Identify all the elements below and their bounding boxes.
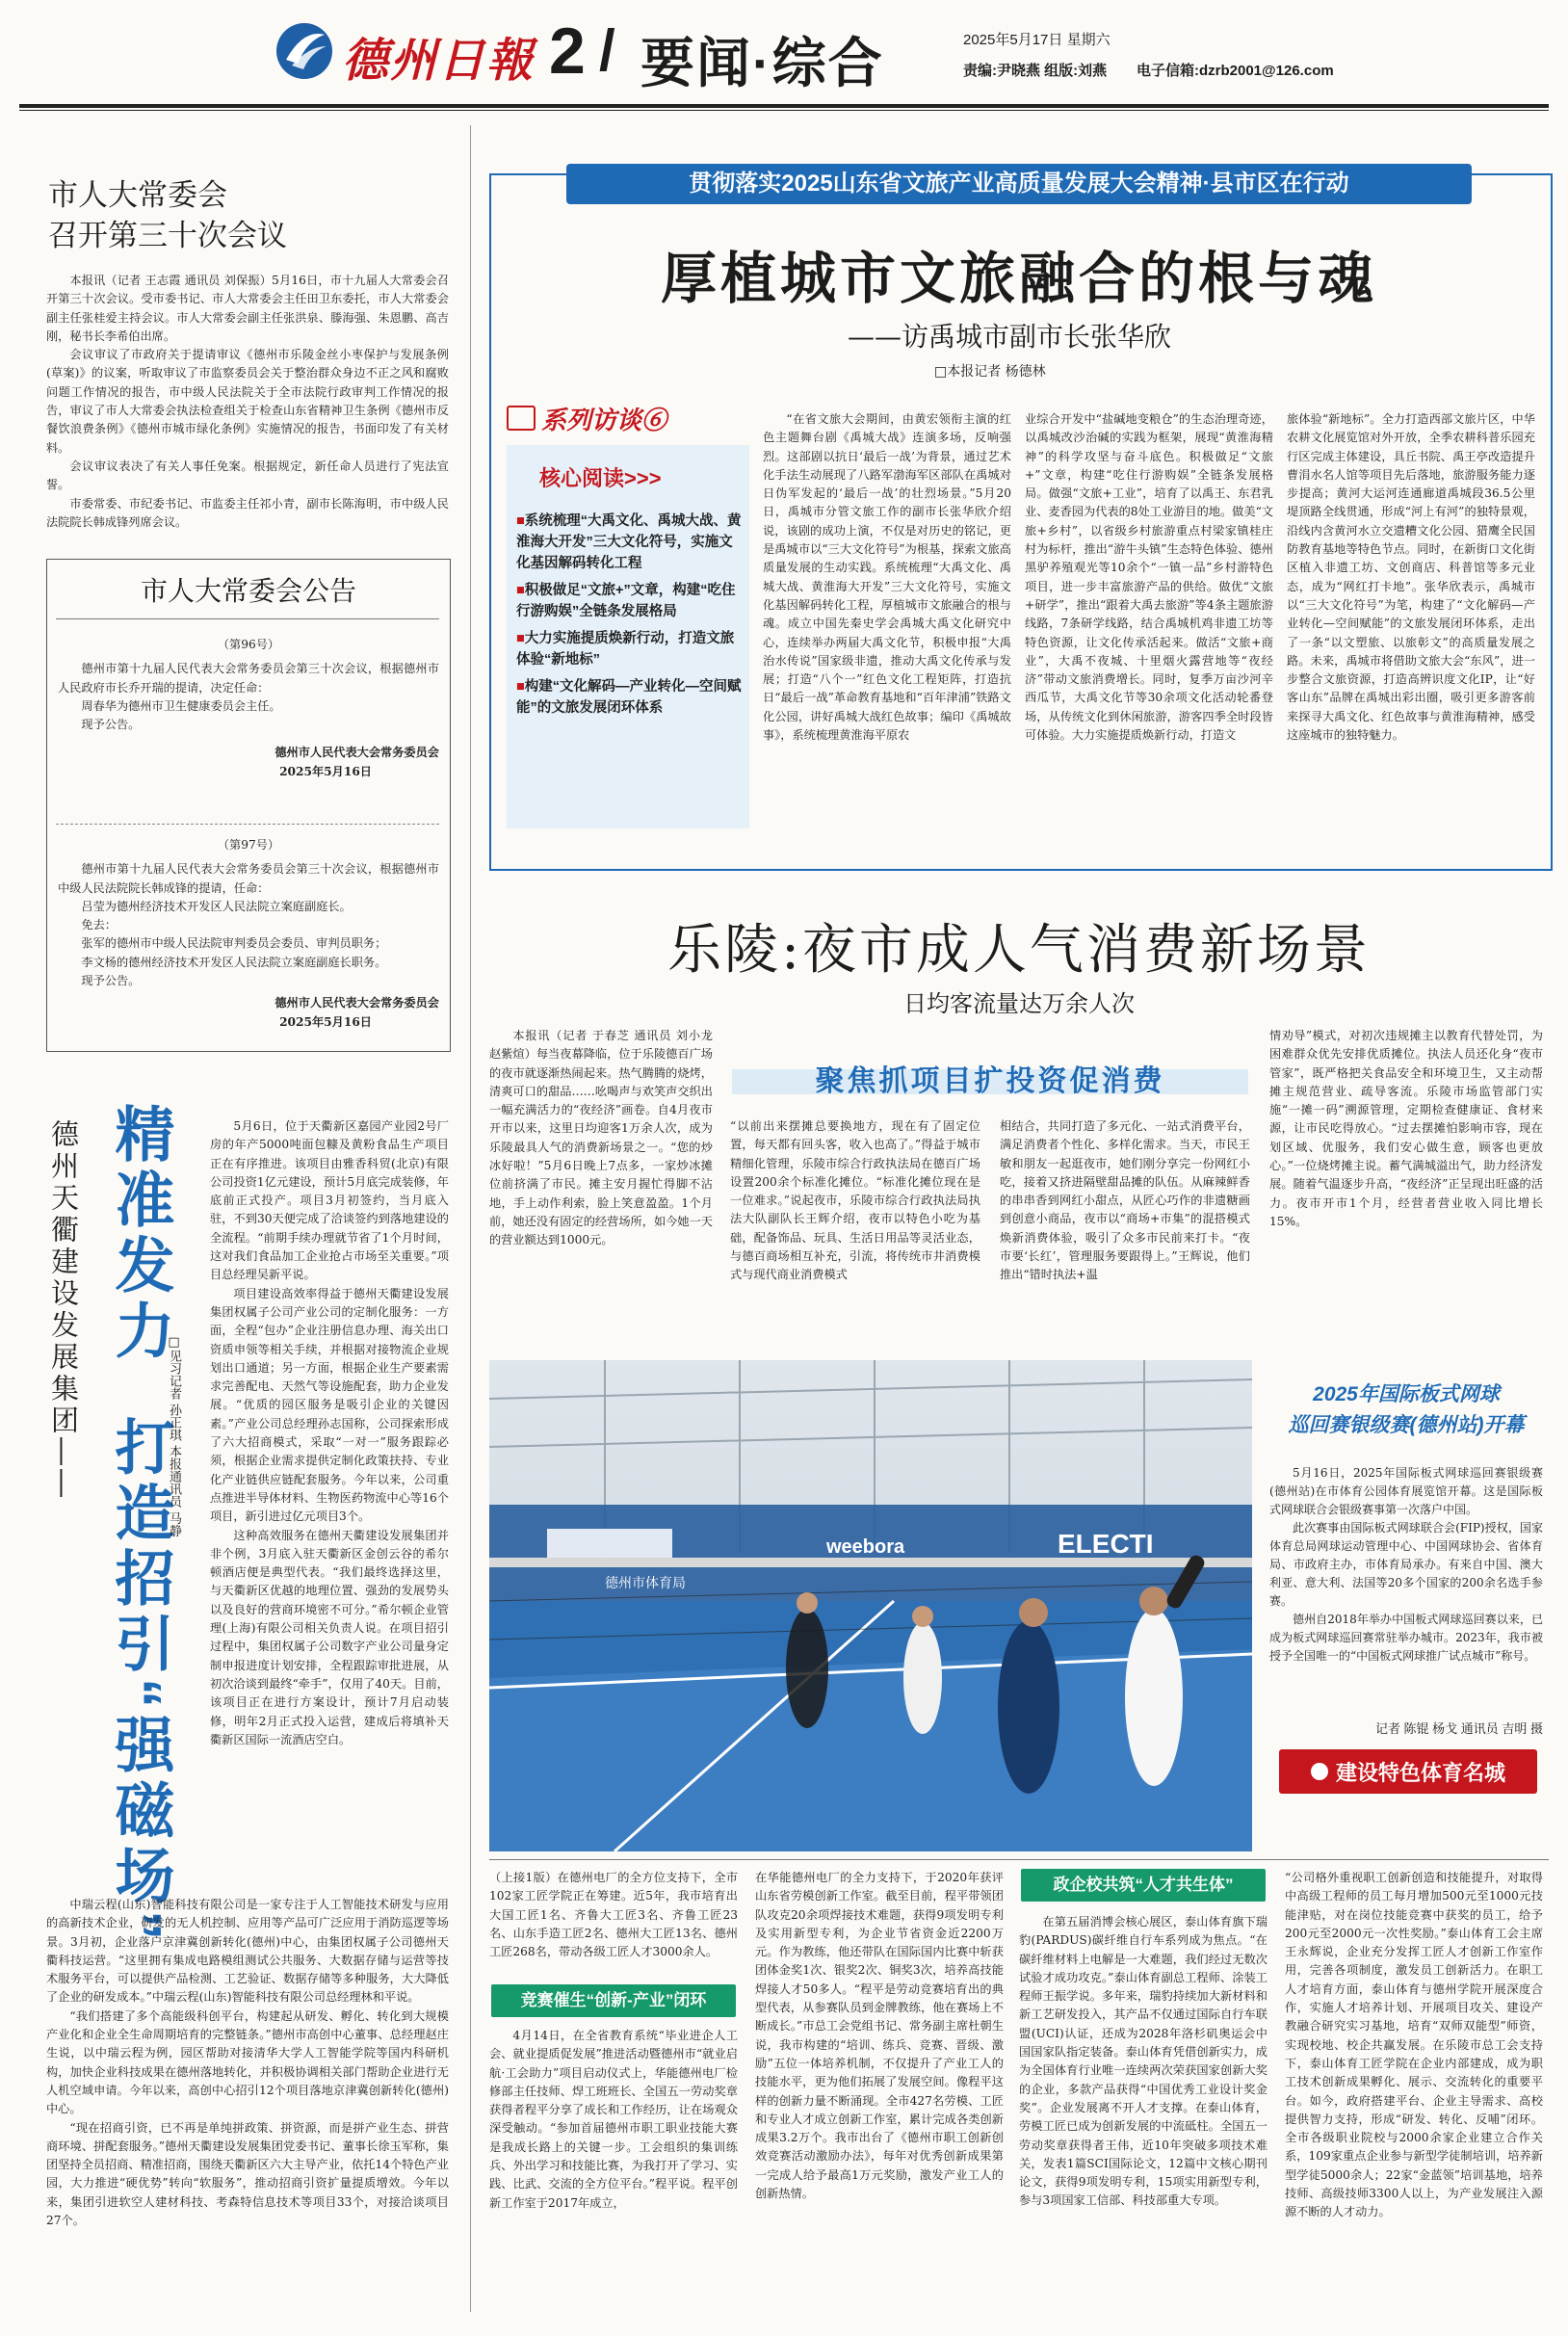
npc-paragraph: 会议审议表决了有关人事任免案。根据规定，新任命人员进行了宪法宣誓。 — [46, 459, 449, 492]
tianqu-headline-a: 精准发力 — [106, 1103, 172, 1365]
page-number-slash: / — [599, 18, 615, 83]
tianqu-paragraph: “我们搭建了多个高能级科创平台，构建起从研发、孵化、转化到大规模产业化和企业全生命周期培育的完整链条。”德州市高创中心董事、总经理赵庄生说，以中瑞云程为例，园区帮助对接清华大学人工智能学院等国内科研机构，加快企业科技成果在德州落地转化，并积极协调相关部门帮助企业进行无人机空域申请。今年以来，高创中心招引12个项目落地京津冀创新转化(德州)中心。 — [46, 2008, 449, 2116]
notice-end: 现予公告。 — [81, 974, 141, 988]
sports-title-line2: 巡回赛银级赛(德州站)开幕 — [1288, 1414, 1525, 1436]
photo-sign-left: 德州市体育局 — [605, 1575, 686, 1590]
announcement-rule — [56, 618, 439, 619]
npc-paragraph: 市委常委、市纪委书记、市监委主任祁小青，副市长陈海明，市中级人民法院院长韩成锋列席会议。 — [46, 496, 449, 529]
photo-sign-mid: weebora — [826, 1536, 905, 1558]
core-reading-label: 核心阅读>>> — [539, 466, 662, 490]
bottom-col-c: 在第五届消博会核心展区，泰山体育旗下瑞豹(PARDUS)碳纤维自行车系列成为焦点。“在碳纤维材料上电解是一大难题，我们经过无数次试验才成功攻克。”泰山体育副总工程师、涂装工程师王振学说。多年来，瑞豹持续加大新材料和新工艺研发投入，其产品不仅通过国际自行车联盟(UCI)认证，还成为2028年洛杉矶奥运会中国国家队指定装备。泰山体育凭借创新实力，成为全国体育行业唯一连续两次荣获国家创新大奖的企业，多款产品获得“中国优秀工业设计奖金奖”。企业发展离不开人才支撑。在泰山体育，劳模工匠已成为创新发展的中流砥柱。全国五一劳动奖章获得者王伟，近10年突破多项技术难关，发表1篇SCI国际论文，12篇中文核心期刊论文，获得9项发明专利，15项实用新型专利，参与3项国家工信部、科技部重大专项。 — [1019, 1915, 1267, 2208]
tianqu-body-wide — [46, 1896, 449, 2312]
leling-col-2: “以前出来摆摊总要换地方，现在有了固定位置，每天都有回头客，收入也高了。”得益于城市精细化管理，乐陵市综合行政执法局在德百广场设置200余个标准化摊位。“标准化摊位现在是一位难求。”说起夜市，乐陵市综合行政执法局执法大队副队长王辉介绍，夜市以特色小吃为基础，配备饰品、玩具、生活日用品等灵活业态，与德百商场相互补充，引流，将传统市井消费模式与现代商业消费模式 — [730, 1119, 980, 1282]
tennis-ball-icon — [1311, 1763, 1328, 1780]
series-label — [507, 403, 666, 433]
sports-paragraph: 5月16日，2025年国际板式网球巡回赛银级赛(德州站)在市体育公园体育展览馆开幕。这是国际板式网球联合会银级赛事第一次落户中国。 — [1269, 1466, 1543, 1516]
square-bullet-icon: ■ — [516, 631, 525, 646]
padel-photo-image — [489, 1360, 1252, 1851]
npc-headline-line2: 召开第三十次会议 — [48, 219, 287, 252]
notice-item: 周春华为德州市卫生健康委员会主任。 — [81, 698, 281, 713]
notice-item: 免去： — [81, 918, 117, 932]
tianqu-byline: □见习记者 孙正琪 本报通讯员 马静 — [167, 1335, 181, 1537]
notice-end: 现予公告。 — [81, 718, 141, 732]
notice-item: 李文杨的德州经济技术开发区人民法院立案庭副庭长职务。 — [81, 955, 387, 969]
tianqu-paragraph: 中瑞云程(山东)智能科技有限公司是一家专注于人工智能技术研发与应用的高新技术企业，研发的无人机控制、应用等产品可广泛应用于消防巡逻等场景。3月初，企业落户京津冀创新转化(德州)中心，由集团权属子公司德州天衢科技运营。“这里拥有集成电路模组测试公共服务、大数据存储与运营等技术服务平台，可以提供产品检测、工艺验证、数据存储等多种服务，大大降低了企业的研发成本。”中瑞云程(山东)智能科技有限公司总经理林和平说。 — [46, 1898, 449, 2005]
leling-col-1: 本报讯（记者 于春芝 通讯员 刘小龙 赵紫煊）每当夜幕降临，位于乐陵德百广场的夜市就逐渐热闹起来。热气腾腾的烧烤，清爽可口的甜品……吆喝声与欢笑声交织出一幅充满活力的“夜经济”画卷。自4月夜市开市以来，这里日均迎客1万余人次，成为乐陵最具人气的消费新场景之一。“您的炒冰好啦！”5月6日晚上7点多，一家炒冰摊位前挤满了市民。摊主安月握忙得脚不沾地，手上动作利索，脸上笑意盈盈。1个月前，她还没有固定的经营场所，如今她一天的营业额达到1000元。 — [489, 1029, 713, 1247]
sports-credit: 记者 陈锟 杨戈 通讯员 吉明 摄 — [1374, 1721, 1543, 1736]
feature-col-3: 旅体验“新地标”。全力打造西部文旅片区，中华农耕文化展览馆对外开放，全季农耕科普乐园充行区完成主体建设，具丘书院、禹王亭改造提升曹涓水名人馆等项目先后落地，旅游服务能力逐步提高；黄河大运河连通廊道禹城段36.5公里堤顶路全线贯通，形成“河上有河”的独特景观，沿线内含黄河水立交遗糟文化公园、猎鹰全民国防教育基地等特色节点。同时，在新街口文化街区植入非遗工坊、文创商店、科普馆等多元业态，成为“网红打卡地”。张华欣表示，禹城市以“三大文化符号”为笔，构建了“文化解码—产业转化—空间赋能”的文旅发展闭环体系，走出了一条“以文塑旅、以旅彰文”的高质量发展之路。未来，禹城市将借助文旅大会“东风”，进一步整合文旅资源，打造高辨识度文化IP，让“好客山东”品牌在禹城出彩出圈，吸引更多游客前来探寻大禹文化、红色故事与黄淮海精神，感受这座城市的独特魅力。 — [1287, 412, 1535, 743]
photo-bottom-rule — [489, 1859, 1549, 1860]
square-bullet-icon: ■ — [516, 583, 525, 598]
tianqu-paragraph: “现在招商引资，已不再是单纯拼政策、拼资源，而是拼产业生态、拼营商环境、拼配套服务。”德州天衢建设发展集团党委书记、董事长徐玉军称，集团坚持全员招商、精准招商，围绕天衢新区六大主导产业，依托14个特色产业园，大力推进“硬优势”转向“软服务”，推动招商引资扩量提质增效。今年以来，集团引进软空人建材科技、考森特信息技术等项目33个，对接洽谈项目27个。 — [46, 2120, 449, 2228]
leling-subtitle: 日均客流量达万余人次 — [903, 990, 1135, 1017]
core-item: ■大力实施提质焕新行动，打造文旅体验“新地标” — [516, 631, 735, 668]
sports-title-line1: 2025年国际板式网球 — [1313, 1383, 1500, 1405]
newspaper-logo-icon — [274, 21, 334, 81]
npc-paragraph: 本报讯（记者 王志霞 通讯员 刘保振）5月16日，市十九届人大常委会召开第三十次会议。受市委书记、市人大常委会主任田卫东委托，市人大常委会副主任张桂爱主持会议。市人大常委会副主任张洪泉、滕海强、朱恩鹏、高吉刚，秘书长李希伯出席。 — [46, 274, 449, 343]
feature-subtitle: ——访禹城市副市长张华欣 — [848, 321, 1172, 353]
announcement-96 — [58, 636, 439, 819]
editor-credits: 责编:尹晓燕 组版:刘燕 — [963, 63, 1108, 79]
feature-headline: 厚植城市文旅融合的根与魂 — [660, 248, 1377, 310]
leling-col-4: 情劝导”模式，对初次违规摊主以教育代替处罚，为困难群众优先安排优质摊位。执法人员还化身“夜市管家”，既严格把关食品安全和环境卫生，又主动帮摊主规范营业、疏导客流。乐陵市场监管部门实施“一摊一码”溯源管理，定期检查健康证、食材来源，让市民吃得放心。“过去摆摊怕影响市容，现在划区域、优服务，我们安心做生意，顾客也更放心。”一位烧烤摊主说。蓄气满城溢出气，助力经济发展。随着气温逐步升高，“夜经济”正呈现出旺盛的活力。夜市开市1个月，经营者营业收入同比增长15%。 — [1269, 1029, 1543, 1228]
masthead-rule — [19, 104, 1549, 108]
leling-col-3: 相结合，共同打造了多元化、一站式消费平台，满足消费者个性化、多样化需求。当天，市民王敏和朋友一起逛夜市，她们刚分享完一份网红小吃，接着又挤进隔壁甜品摊的队伍。从麻辣鲜香的串串香到网红小甜点，从匠心巧作的非遗糖画到创意小商品，夜市以“商场+市集”的混搭模式焕新消费体验，吸引了众多市民前来打卡。“夜市要‘长红’，管理服务要跟得上。”王辉说，他们推出“错时执法+温 — [1000, 1119, 1250, 1282]
announcement-title: 市人大常委会公告 — [140, 576, 356, 606]
masthead — [0, 0, 1568, 108]
feature-col-2: 业综合开发中“盐碱地变粮仓”的生态治理奇迹，以禹城改沙治碱的实践为框架，展现“黄淮海精神”的科学攻坚与奋斗底色。积极做足“文旅+”文章，构建“吃住行游购娱”全链条发展格局。做强“文旅+工业”，培育了以禹王、东君乳业、麦香园为代表的8处工业游目的地。做美“文旅+乡村”，以省级乡村旅游重点村梁家镇桂庄村为标杆，推出“游牛头镇”生态特色体验、德州黑驴养殖观光等10余个“一镇一品”乡村游特色项目，进一步丰富旅游产品的供给。做优“文旅+研学”，推出“跟着大禹去旅游”等4条主题旅游线路，7条研学线路，结合禹城机鸡非遗工坊等特色资源，让文化传承活起来。做活“文旅+商业”，大禹不夜城、十里烟火露营地等“夜经济”带动文旅消费增长。同时，复季万亩沙河辛西瓜节，大禹文化节等30余项文化活动轮番登场，从传统文化到休闲旅游，游客四季全时段皆可体验。大力实施提质焕新行动，打造文 — [1025, 412, 1273, 743]
tianqu-paragraph: 这种高效服务在德州天衢建设发展集团并非个例，3月底入驻天衢新区金创云谷的希尔顿酒店便是典型代表。“我们最终选择这里，与天衢新区优越的地理位置、强劲的发展势头以及良好的营商环境密不可分。”希尔顿企业管理(上海)有限公司相关负责人说。在项目招引过程中，集团权属子公司数字产业公司量身定制申报进度计划安排，全程跟踪审批进展，从初次洽谈到最终“牵手”，仅用了40天。目前，该项目正在进行方案设计，预计7月启动装修，明年2月正式投入运营，建成后将填补天衢新区国际一流酒店空白。 — [210, 1528, 449, 1746]
notice-signature: 德州市人民代表大会常务委员会 — [274, 746, 439, 760]
sports-paragraph: 此次赛事由国际板式网球联合会(FIP)授权，国家体育总局网球运动管理中心、中国网球协会、省体育局、市政府主办，市体育局承办。有来自中国、澳大利亚、意大利、法国等20多个国家的200余名选手参赛。 — [1269, 1521, 1543, 1608]
sports-paragraph: 德州自2018年举办中国板式网球巡回赛以来，已成为板式网球巡回赛常驻举办城市。2023年，我市被授予全国唯一的“中国板式网球推广试点城市”称号。 — [1269, 1613, 1543, 1663]
core-item: ■构建“文化解码—产业转化—空间赋能”的文旅发展闭环体系 — [516, 679, 742, 716]
series-icon — [507, 406, 536, 431]
padel-match-photo — [489, 1360, 1252, 1851]
feature-col-1: “在省文旅大会期间，由黄宏领衔主演的红色主题舞台剧《禹城大战》连演多场，反响强烈。这部剧以抗日‘最后一战’为背景，通过艺术化手法生动展现了八路军渤海军区部队在禹城对日伪军发起的‘最后一战’的壮烈场景。”5月20日，禹城市分管文旅工作的副市长张华欣介绍说，该剧的成功上演，不仅是对历史的铭记，更是禹城市以“三大文化符号”为根基，探索文旅高质量发展的生动实践。系统梳理“大禹文化、禹城大战、黄淮海大开发”三大文化符号，实施文化基因解码转化工程，厚植城市文旅融合的根与魂。成立中国先秦史学会禹城大禹文化研究中心，连续举办两届大禹文化节，积极申报“大禹治水传说”国家级非遗，推动大禹文化传承与发展；打造“八个一”红色文化工程矩阵，打造抗日“最后一战”革命教育基地和“百年津浦”铁路文化公园，讲好禹城大战红色故事；编印《禹城故事》，系统梳理黄淮海平原农 — [763, 412, 1011, 743]
sports-body — [1269, 1464, 1543, 1717]
npc-headline-line1: 市人大常委会 — [48, 178, 227, 212]
page-title: 要闻·综合 — [640, 33, 884, 93]
leling-headline: 乐陵:夜市成人气消费新场景 — [667, 919, 1371, 982]
sports-title — [1264, 1379, 1549, 1441]
talent-tag: 政企校共筑“人才共生体” — [1021, 1869, 1266, 1902]
tianqu-headline-b: 打造招引“强磁场” — [106, 1416, 172, 1946]
notice-number: （第97号） — [217, 838, 280, 852]
page-number: 2 — [549, 14, 586, 88]
square-bullet-icon: ■ — [516, 679, 525, 695]
series-label-text: 系列访谈⑥ — [541, 405, 667, 434]
tianqu-paragraph: 5月6日，位于天衢新区嘉园产业园2号厂房的年产5000吨面包糠及黄粉食品生产项目正在有序推进。该项目由雅香科贸(北京)有限公司投资1亿元建设，预计5月底完成装修，年底前正式投产。项目3月初签约，当月底入驻，不到30天便完成了洽谈签约到落地建设的全流程。“前期手续办理就节省了1个月时间，这对我们食品加工企业抢占市场至关重要。”项目总经理吴新平说。 — [210, 1119, 449, 1282]
notice-date: 2025年5月16日 — [279, 1014, 372, 1029]
tianqu-body-narrow — [210, 1117, 449, 1888]
focus-banner-text: 聚焦抓项目扩投资促消费 — [815, 1065, 1165, 1097]
npc-meeting-headline — [48, 175, 287, 256]
tianqu-paragraph: 项目建设高效率得益于德州天衢建设发展集团权属子公司产业公司的定制化服务：一方面，全程“包办”企业注册信息办理、海关出口资质申领等相关手续，并根据对接物流企业规划出口通道；另一方面，根据企业生产要素需求完善配电、天然气等设施配套，助力企业发展。“优质的园区服务是吸引企业的关键因素。”产业公司总经理孙志国称，公司探索形成了六大招商模式，采取“一对一”服务跟踪必须，根据企业需求提供定制化政策扶持、专业化产业链供应链配套服务。今年以来，公司重点推进半导体材料、生物医药物流中心等16个项目，新引进过亿元项目3个。 — [210, 1286, 449, 1524]
focus-banner — [732, 1058, 1248, 1106]
competition-tag: 竞赛催生“创新-产业”闭环 — [491, 1984, 736, 2017]
tianqu-kicker: 德州天衢建设发展集团—— — [47, 1119, 78, 1501]
notice-body: 德州市第十九届人民代表大会常务委员会第三十次会议，根据德州市人民政府市长乔开瑞的提请，决定任命： — [58, 662, 439, 695]
core-item: ■系统梳理“大禹文化、禹城大战、黄淮海大开发”三大文化符号，实施文化基因解码转化工程 — [516, 513, 742, 571]
sports-banner — [1279, 1749, 1537, 1794]
photo-sign-right: ELECTI — [1058, 1529, 1154, 1559]
core-item: ■积极做足“文旅+”文章，构建“吃住行游购娱”全链条发展格局 — [516, 583, 736, 619]
announcement-divider — [56, 824, 439, 825]
masthead-rule-thin — [19, 110, 1549, 111]
notice-date: 2025年5月16日 — [279, 764, 372, 778]
feature-byline: □本报记者 杨德林 — [934, 364, 1046, 380]
left-column-divider — [470, 125, 471, 2312]
notice-item: 张军的德州市中级人民法院审判委员会委员、审判员职务； — [81, 936, 387, 951]
bottom-col-a2: 4月14日，在全省教育系统“毕业进企人工会、就业提质促发展”推进活动暨德州市“就业启航·工会助力”项目启动仪式上，华能德州电厂检修部主任技师、焊工班班长、全国五一劳动奖章获得者程平分享了成长和工作经历，让在场观众深受触动。“参加首届德州市职工职业技能大赛是我成长路上的关键一步。工会组织的集训练兵、外出学习和技能比赛，为我打开了学习、实践、比武、交流的全方位平台。”程平说。程平创新工作室于2017年成立， — [489, 2029, 738, 2210]
notice-item: 吕莹为德州经济技术开发区人民法院立案庭副庭长。 — [81, 899, 352, 913]
npc-meeting-body — [46, 272, 449, 539]
contact-email: 电子信箱:dzrb2001@126.com — [1137, 63, 1334, 79]
issue-date: 2025年5月17日 星期六 — [963, 32, 1111, 48]
notice-number: （第96号） — [217, 638, 280, 651]
core-reading-list — [516, 511, 744, 719]
feature-banner: 贯彻落实2025山东省文旅产业高质量发展大会精神·县市区在行动 — [566, 164, 1472, 204]
masthead-logo-text: 德州日報 — [342, 34, 536, 88]
bottom-col-d: “公司格外重视职工创新创造和技能提升，对取得中高级工程师的员工每月增加500元至1000元技能津贴，对在岗位技能竞赛中获奖的员工，给予200元至2000元一次性奖励。”泰山体育工会主席王永辉说，企业充分发挥工匠人才创新工作室作用，完善各项制度，激发员工创新活力。在职工人才培育方面，泰山体育与德州学院开展深度合作，实施人才培养计划、开展项目攻关、建设产教融合研究实习基地，培育“双师双能型”师资，实现校地、校企共赢发展。在乐陵市总工会支持下，泰山体育工匠学院在企业内部建成，成为职工技术创新成果孵化、展示、交流转化的重要平台。如今，政府搭建平台、企业主导需求、高校提供智力支持，形成“研发、转化、反哺”闭环。全市各级职业院校与2000余家企业建立合作关系，109家重点企业参与新型学徒制培训，培养新型学徒5000余人；22家“金蓝领”培训基地，培养技师、高级技师3300人以上，为产业发展注入源源不断的人才动力。 — [1285, 1871, 1543, 2219]
notice-body: 德州市第十九届人民代表大会常务委员会第三十次会议，根据德州市中级人民法院院长韩成锋的提请，任命： — [58, 862, 439, 895]
announcement-97 — [58, 836, 439, 1043]
npc-paragraph: 会议审议了市政府关于提请审议《德州市乐陵金丝小枣保护与发展条例(草案)》的议案，听取审议了市监察委员会关于整治群众身边不正之风和腐败问题工作情况的报告，市中级人民法院关于全市法院行政审判工作情况的报告，审议了市人大常委会执法检查组关于检查山东省精神卫生条例《德州市反餐饮浪费条例》《德州市城市绿化条例》实施情况的报告，书面印发了有关材料。 — [46, 348, 449, 455]
sports-banner-text: 建设特色体育名城 — [1335, 1760, 1505, 1785]
bottom-col-b: 在华能德州电厂的全力支持下，于2020年获评山东省劳模创新工作室。截至目前，程平带领团队攻克20余项焊接技术难题，获得9项发明专利及实用新型专利，为企业节省资金近2200万元。作为教练，他还带队在国际国内比赛中斩获团体金奖1次、银奖2次、铜奖3次，培养高技能焊接人才50多人。“程平是劳动竞赛培育出的典型代表，从参赛队员到金牌教练，他在赛场上不断成长。”市总工会党组书记、常务副主席杜朝生说，我市构建的“培训、练兵、竞赛、晋级、激励”五位一体培养机制，不仅提升了产业工人的技能水平，更为他们拓展了发展空间。像程平这样的创新力量不断涌现。全市427名劳模、工匠和专业人才成立创新工作室，累计完成各类创新成果3.2万个。我市出台了《德州市职工创新创效竞赛活动激励办法》，每年对优秀创新成果第一完成人给予最高1万元奖励，激发产业工人的创新热情。 — [755, 1871, 1004, 2201]
square-bullet-icon: ■ — [516, 513, 525, 529]
bottom-col-a: （上接1版）在德州电厂的全方位支持下，全市102家工匠学院正在筹建。近5年，我市培育出大国工匠1名、齐鲁大工匠3名、齐鲁工匠23名、山东手造工匠2名、德州大工匠13名、德州工匠268名，带动各级工匠人才3000余人。 — [489, 1871, 738, 1959]
notice-signature: 德州市人民代表大会常务委员会 — [274, 996, 439, 1011]
